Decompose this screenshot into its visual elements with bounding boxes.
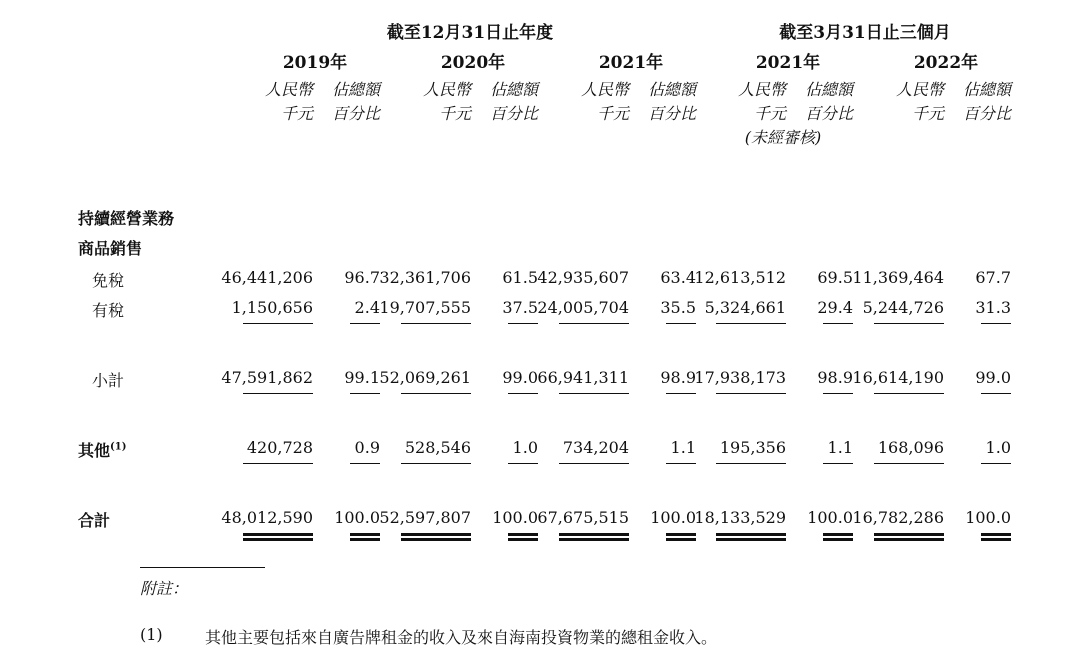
cell-duty_paid-6: 5,324,661 — [704, 298, 786, 317]
cell-total-1: 100.0 — [334, 508, 380, 527]
cell-others-1: 0.9 — [354, 438, 380, 457]
header-rmb-2021-q: 人民幣 千元 — [737, 80, 786, 123]
note-text: 其他主要包括來自廣告牌租金的收入及來自海南投資物業的總租金收入。 — [205, 628, 718, 647]
underline-others-2 — [401, 463, 471, 464]
underline-subtotal-8 — [874, 393, 944, 394]
cell-others-0: 420,728 — [246, 438, 313, 457]
cell-subtotal-3: 99.0 — [502, 368, 538, 387]
cell-subtotal-7: 98.9 — [817, 368, 853, 387]
cell-duty_free-8: 11,369,464 — [852, 268, 944, 287]
underline-subtotal-0 — [243, 393, 313, 394]
header-pct-2021: 佔總額 百分比 — [647, 80, 696, 123]
header-pct-2022-q: 佔總額 百分比 — [962, 80, 1011, 123]
note-number: (1) — [140, 625, 163, 644]
cell-total-8: 16,782,286 — [852, 508, 944, 527]
double-underline-total-6 — [716, 533, 786, 541]
notes-divider — [140, 567, 265, 568]
underline-subtotal-5 — [666, 393, 696, 394]
underline-duty_paid-2 — [401, 323, 471, 324]
cell-duty_paid-0: 1,150,656 — [231, 298, 313, 317]
underline-duty_paid-8 — [874, 323, 944, 324]
cell-duty_paid-1: 2.4 — [354, 298, 380, 317]
underline-others-1 — [350, 463, 380, 464]
cell-subtotal-0: 47,591,862 — [221, 368, 313, 387]
cell-others-6: 195,356 — [719, 438, 786, 457]
cell-duty_free-4: 42,935,607 — [537, 268, 629, 287]
cell-duty_paid-5: 35.5 — [660, 298, 696, 317]
underline-others-7 — [823, 463, 853, 464]
cell-duty_free-0: 46,441,206 — [221, 268, 313, 287]
cell-duty_free-5: 63.4 — [660, 268, 696, 287]
cell-total-7: 100.0 — [807, 508, 853, 527]
row-label-duty-paid: 有稅 — [92, 301, 125, 320]
header-quarter-group: 截至3月31日止三個月 — [779, 23, 951, 43]
header-rmb-2022-q: 人民幣 千元 — [895, 80, 944, 123]
header-rmb-2020: 人民幣 千元 — [422, 80, 471, 123]
row-label-subtotal: 小計 — [92, 371, 125, 390]
underline-subtotal-6 — [716, 393, 786, 394]
cell-others-4: 734,204 — [562, 438, 629, 457]
row-label-duty-free: 免稅 — [92, 271, 125, 290]
header-pct-2021-q: 佔總額 百分比 — [804, 80, 853, 123]
double-underline-total-5 — [666, 533, 696, 541]
double-underline-total-8 — [874, 533, 944, 541]
underline-duty_paid-4 — [559, 323, 629, 324]
cell-total-5: 100.0 — [650, 508, 696, 527]
underline-subtotal-4 — [559, 393, 629, 394]
header-unaudited: (未經審核) — [744, 128, 822, 147]
cell-duty_paid-3: 37.5 — [502, 298, 538, 317]
header-rmb-2019: 人民幣 千元 — [264, 80, 313, 123]
note-ref: (1) — [110, 441, 127, 453]
underline-others-6 — [716, 463, 786, 464]
cell-duty_free-3: 61.5 — [502, 268, 538, 287]
header-year-2021: 2021年 — [598, 53, 664, 73]
underline-others-5 — [666, 463, 696, 464]
underline-others-8 — [874, 463, 944, 464]
row-label-total: 合計 — [78, 511, 111, 530]
underline-duty_paid-3 — [508, 323, 538, 324]
underline-others-0 — [243, 463, 313, 464]
cell-subtotal-5: 98.9 — [660, 368, 696, 387]
cell-total-4: 67,675,515 — [537, 508, 629, 527]
section-goods-label: 商品銷售 — [78, 239, 143, 258]
double-underline-total-3 — [508, 533, 538, 541]
cell-total-0: 48,012,590 — [221, 508, 313, 527]
underline-subtotal-7 — [823, 393, 853, 394]
double-underline-total-4 — [559, 533, 629, 541]
cell-subtotal-1: 99.1 — [344, 368, 380, 387]
section-continuing-label: 持續經營業務 — [78, 209, 175, 228]
cell-subtotal-2: 52,069,261 — [379, 368, 471, 387]
cell-others-3: 1.0 — [512, 438, 538, 457]
header-year-2022-q: 2022年 — [913, 53, 979, 73]
cell-duty_paid-4: 24,005,704 — [537, 298, 629, 317]
cell-duty_free-7: 69.5 — [817, 268, 853, 287]
cell-total-9: 100.0 — [965, 508, 1011, 527]
row-label-others: 其他$^{(1)}$ — [78, 441, 127, 460]
underline-duty_paid-1 — [350, 323, 380, 324]
cell-others-5: 1.1 — [670, 438, 696, 457]
cell-duty_free-6: 12,613,512 — [694, 268, 786, 287]
header-year-2019: 2019年 — [282, 53, 348, 73]
underline-others-4 — [559, 463, 629, 464]
double-underline-total-1 — [350, 533, 380, 541]
underline-subtotal-1 — [350, 393, 380, 394]
cell-others-8: 168,096 — [877, 438, 944, 457]
cell-total-3: 100.0 — [492, 508, 538, 527]
header-year-2020: 2020年 — [440, 53, 506, 73]
cell-duty_paid-8: 5,244,726 — [862, 298, 944, 317]
header-annual-group: 截至12月31日止年度 — [386, 23, 554, 43]
cell-duty_free-1: 96.7 — [344, 268, 380, 287]
underline-duty_paid-0 — [243, 323, 313, 324]
double-underline-total-0 — [243, 533, 313, 541]
cell-subtotal-9: 99.0 — [975, 368, 1011, 387]
cell-subtotal-4: 66,941,311 — [537, 368, 629, 387]
notes-heading: 附註： — [140, 579, 189, 598]
cell-subtotal-6: 17,938,173 — [694, 368, 786, 387]
underline-duty_paid-5 — [666, 323, 696, 324]
underline-others-9 — [981, 463, 1011, 464]
header-year-2021-q: 2021年 — [755, 53, 821, 73]
header-rmb-2021: 人民幣 千元 — [580, 80, 629, 123]
underline-duty_paid-7 — [823, 323, 853, 324]
double-underline-total-7 — [823, 533, 853, 541]
cell-total-2: 52,597,807 — [379, 508, 471, 527]
underline-duty_paid-9 — [981, 323, 1011, 324]
cell-duty_paid-7: 29.4 — [817, 298, 853, 317]
cell-subtotal-8: 16,614,190 — [852, 368, 944, 387]
header-pct-2019: 佔總額 百分比 — [331, 80, 380, 123]
underline-duty_paid-6 — [716, 323, 786, 324]
cell-duty_free-2: 32,361,706 — [379, 268, 471, 287]
cell-others-2: 528,546 — [404, 438, 471, 457]
cell-others-7: 1.1 — [827, 438, 853, 457]
header-pct-2020: 佔總額 百分比 — [489, 80, 538, 123]
underline-others-3 — [508, 463, 538, 464]
cell-duty_paid-2: 19,707,555 — [379, 298, 471, 317]
cell-duty_paid-9: 31.3 — [975, 298, 1011, 317]
cell-total-6: 18,133,529 — [694, 508, 786, 527]
cell-duty_free-9: 67.7 — [975, 268, 1011, 287]
cell-others-9: 1.0 — [985, 438, 1011, 457]
double-underline-total-2 — [401, 533, 471, 541]
underline-subtotal-9 — [981, 393, 1011, 394]
double-underline-total-9 — [981, 533, 1011, 541]
underline-subtotal-3 — [508, 393, 538, 394]
underline-subtotal-2 — [401, 393, 471, 394]
